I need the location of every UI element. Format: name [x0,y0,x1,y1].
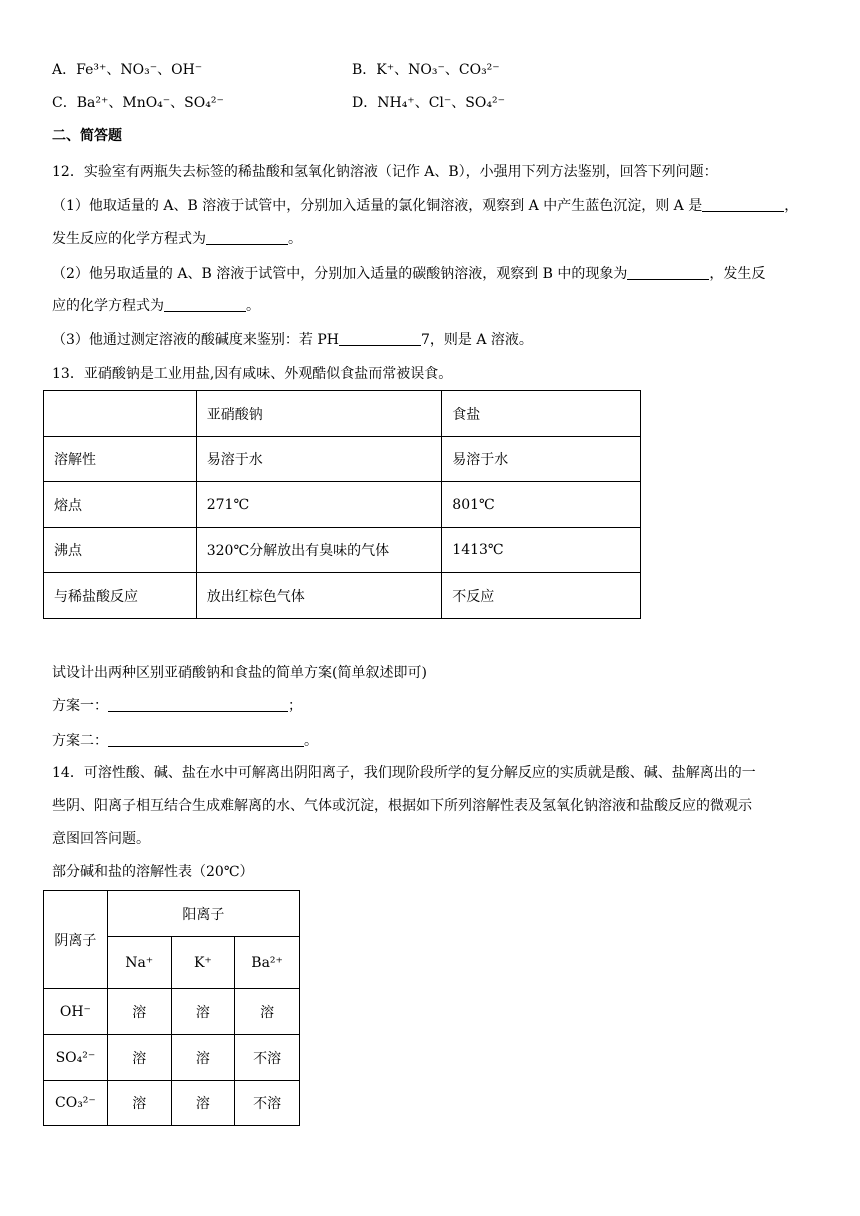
q12-part2-text: （2）他另取适量的 A、B 溶液于试管中，分别加入适量的碳酸钠溶液，观察到 B 中的现象为 [52,266,628,282]
q12-part3 [52,330,533,350]
q12-blank-a-identity[interactable] [702,197,784,212]
option-d-label: D． [352,95,378,111]
table-row [44,482,641,528]
q13-comparison-table [43,390,641,619]
anion-cell: SO₄²⁻ [44,1035,108,1081]
plan-1-blank[interactable] [108,697,288,712]
q12-part2-line2 [52,296,260,316]
table-header-row [44,391,641,437]
option-c [52,93,224,113]
table-header-cell [44,391,197,437]
cation-cell: Na⁺ [107,937,171,989]
section-title: 二、简答题 [52,128,122,144]
table-cell: 溶 [107,1081,171,1126]
table-cell: 溶 [107,1035,171,1081]
table-cell: 溶 [171,1081,235,1126]
cation-cell: Ba²⁺ [235,937,300,989]
option-a-text: Fe³⁺、NO₃⁻、OH⁻ [76,62,203,78]
q14-intro-line-2: 些阴、阳离子相互结合生成难解离的水、气体或沉淀，根据如下所列溶解性表及氢氧化钠溶液和盐酸反应的微观示 [52,798,752,814]
q12-part2-line1 [52,264,765,284]
table-cell: 溶解性 [44,437,197,482]
table-cell: 不溶 [235,1081,300,1126]
q12-part1-line2 [52,229,302,249]
plan-1-end: ； [288,698,302,714]
cation-header: 阳离子 [107,891,299,937]
table-row [44,1035,300,1081]
table-cell: 易溶于水 [196,437,442,482]
table-header-cell: 亚硝酸钠 [196,391,442,437]
option-a-label: A． [52,62,77,78]
q14-table-title: 部分碱和盐的溶解性表（20℃） [52,864,254,880]
table-row [44,1081,300,1126]
q12-part3-tail: 7，则是 A 溶液。 [421,332,533,348]
option-d-text: NH₄⁺、Cl⁻、SO₄²⁻ [377,95,505,111]
q12-part3-text: （3）他通过测定溶液的酸碱度来鉴别：若 PH [52,332,339,348]
q12-part1-line1 [52,196,798,216]
table-cell: 801℃ [442,482,641,528]
option-b-text: K⁺、NO₃⁻、CO₃²⁻ [376,62,500,78]
table-cell: 溶 [107,989,171,1035]
option-c-label: C． [52,95,77,111]
table-cell: 溶 [235,989,300,1035]
table-header-row [44,891,300,937]
q12-part1-equation-text: 发生反应的化学方程式为 [52,231,206,247]
plan-1-label: 方案一： [52,698,108,714]
option-b [352,60,500,80]
solubility-table [43,890,300,1126]
q12-part1-comma: ， [784,198,799,214]
table-cell: 320℃分解放出有臭味的气体 [196,528,442,573]
table-cell: 沸点 [44,528,197,573]
option-d [352,93,505,113]
table-row [44,528,641,573]
q12-part2-equation-text: 应的化学方程式为 [52,298,164,314]
table-cell: 易溶于水 [442,437,641,482]
option-c-text: Ba²⁺、MnO₄⁻、SO₄²⁻ [76,95,224,111]
table-cell: 271℃ [196,482,442,528]
anion-header: 阴离子 [44,891,108,989]
table-cell: 溶 [171,1035,235,1081]
q12-blank-phenomenon[interactable] [627,265,709,280]
table-cell: 不反应 [442,573,641,619]
q13-plan-1 [52,696,302,716]
table-cell: 不溶 [235,1035,300,1081]
q12-blank-equation-2[interactable] [164,297,246,312]
option-b-label: B． [352,62,377,78]
q13-plan-2 [52,731,318,751]
plan-2-blank[interactable] [108,732,304,747]
q12-blank-equation-1[interactable] [206,230,288,245]
q12-part2-end: 。 [246,298,260,314]
anion-cell: OH⁻ [44,989,108,1035]
q12-blank-ph[interactable] [339,331,421,346]
cation-cell: K⁺ [171,937,235,989]
table-cell: 1413℃ [442,528,641,573]
q12-intro: 12．实验室有两瓶失去标签的稀盐酸和氢氧化钠溶液（记作 A、B），小强用下列方法鉴别，回答下列问题： [52,164,718,180]
q13-intro: 13．亚硝酸钠是工业用盐,因有咸味、外观酷似食盐而常被误食。 [52,366,453,382]
plan-2-label: 方案二： [52,733,108,749]
plan-2-end: 。 [304,733,318,749]
q13-design-prompt: 试设计出两种区别亚硝酸钠和食盐的简单方案(简单叙述即可) [52,665,427,681]
option-a [52,60,202,80]
q12-part2-tail: ，发生反 [709,266,766,282]
table-cell: 溶 [171,989,235,1035]
q12-part1-end: 。 [288,231,302,247]
table-row [44,437,641,482]
q14-intro-line-3: 意图回答问题。 [52,831,150,847]
table-row [44,573,641,619]
q12-part1-text: （1）他取适量的 A、B 溶液于试管中，分别加入适量的氯化铜溶液，观察到 A 中产生蓝色沉淀，则 A 是 [52,198,703,214]
table-header-cell: 食盐 [442,391,641,437]
table-cell: 放出红棕色气体 [196,573,442,619]
table-row [44,989,300,1035]
table-cell: 熔点 [44,482,197,528]
table-cell: 与稀盐酸反应 [44,573,197,619]
anion-cell: CO₃²⁻ [44,1081,108,1126]
q14-intro-line-1: 14．可溶性酸、碱、盐在水中可解离出阴阳离子，我们现阶段所学的复分解反应的实质就是酸、碱、盐解离出的一 [52,765,756,781]
